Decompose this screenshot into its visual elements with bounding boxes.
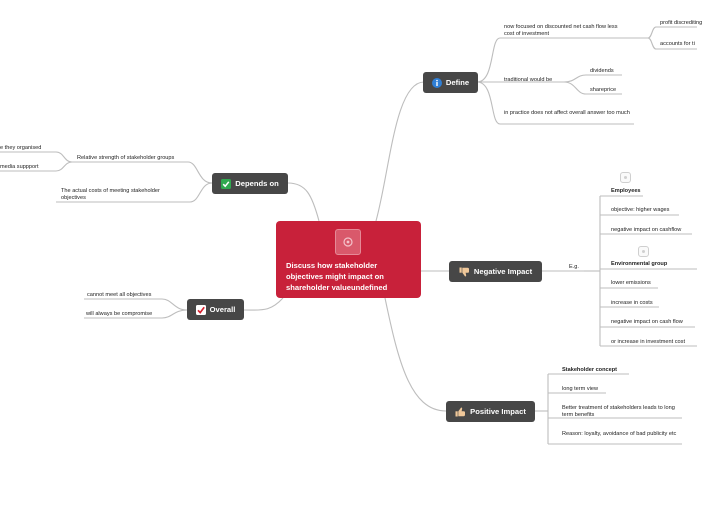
negative-employees: Employees	[611, 188, 641, 194]
positive-concept: Stakeholder concept	[562, 367, 618, 373]
define-npv: now focused on discounted net cash flow less cost of investment	[504, 24, 618, 37]
negative-cashflow: negative impact on cashflow	[611, 227, 682, 233]
negative-impact-node[interactable]	[449, 261, 542, 282]
negative-impact-label: Negative Impact	[473, 267, 533, 276]
define-label: Define	[445, 78, 470, 87]
info-icon	[432, 78, 442, 88]
depends-organised: e they organised	[0, 145, 42, 151]
negative-environmental: Environmental group	[611, 261, 668, 267]
thumbs-down-icon	[459, 267, 470, 277]
positive-long-term: long term view	[562, 386, 599, 392]
negative-investment-cost: or increase in investment cost	[611, 339, 685, 345]
define-accounts: accounts for ti	[660, 41, 695, 47]
negative-eg: E.g.	[569, 264, 579, 270]
image-placeholder-icon	[335, 229, 361, 255]
environmental-note-icon	[638, 246, 649, 257]
negative-lower-emissions: lower emissions	[611, 280, 651, 286]
define-traditional: traditional would be	[504, 77, 553, 83]
central-topic[interactable]	[276, 221, 421, 298]
overall-cannot-meet: cannot meet all objectives	[87, 292, 152, 298]
depends-media: media suppport	[0, 164, 39, 170]
depends-relative-strength: Relative strength of stakeholder groups	[77, 155, 175, 161]
define-profit: profit discrediting	[660, 20, 702, 26]
checkbox-icon	[221, 179, 231, 189]
thumbs-up-icon	[455, 407, 466, 417]
define-dividends: dividends	[590, 68, 614, 74]
overall-node[interactable]	[187, 299, 244, 320]
positive-impact-label: Positive Impact	[470, 407, 526, 416]
negative-higher-wages: objective: higher wages	[611, 207, 670, 213]
positive-reason: Reason: loyalty, avoidance of bad publicity etc	[562, 431, 677, 437]
negative-increase-costs: increase in costs	[611, 300, 653, 306]
negative-cash-flow: negative impact on cash flow	[611, 319, 683, 325]
check-mark-icon	[196, 305, 206, 315]
positive-better-treatment: Better treatment of stakeholders leads to long term benefits	[562, 405, 675, 418]
define-in-practice: in practice does not affect overall answer too much	[504, 110, 630, 116]
depends-on-node[interactable]	[212, 173, 288, 194]
depends-costs: The actual costs of meeting stakeholder objectives	[61, 188, 160, 201]
define-shareprice: shareprice	[590, 87, 617, 93]
depends-on-label: Depends on	[235, 179, 279, 188]
employees-note-icon	[620, 172, 631, 183]
overall-label: Overall	[209, 305, 236, 314]
central-topic-title: Discuss how stakeholder objectives might impact on shareholder valueundefined	[286, 261, 388, 292]
define-node[interactable]	[423, 72, 478, 93]
overall-compromise: will always be compromise	[86, 311, 153, 317]
positive-impact-node[interactable]	[446, 401, 535, 422]
